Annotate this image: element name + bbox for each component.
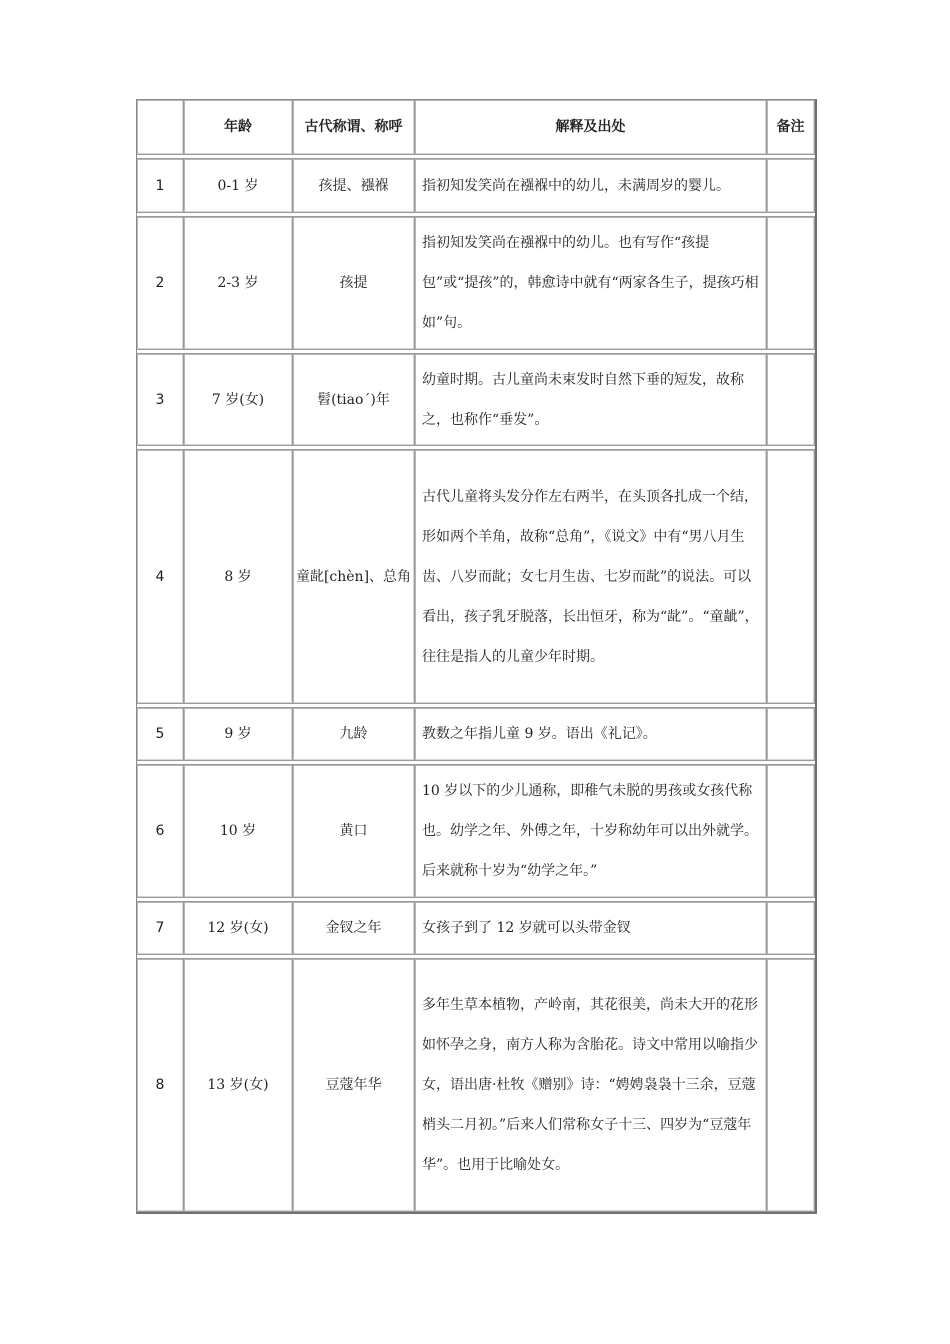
row-title: 金钗之年 — [293, 902, 415, 955]
header-explanation: 解释及出处 — [415, 100, 767, 155]
row-age: 8 岁 — [184, 450, 293, 704]
row-note — [767, 902, 815, 955]
row-age: 7 岁(女) — [184, 354, 293, 446]
row-title: 豆蔻年华 — [293, 959, 415, 1212]
row-age: 9 岁 — [184, 708, 293, 761]
row-explanation: 女孩子到了 12 岁就可以头带金钗 — [415, 902, 767, 955]
row-age: 12 岁(女) — [184, 902, 293, 955]
row-explanation: 多年生草本植物，产岭南，其花很美，尚未大开的花形如怀孕之身，南方人称为含胎花。诗文中常用以喻指少女，语出唐·杜牧《赠别》诗：“娉娉袅袅十三余，豆蔻梢头二月初。”后来人们常称女子十三、四岁为“豆蔻年华”。也用于比喻处女。 — [415, 959, 767, 1212]
row-explanation: 10 岁以下的少儿通称，即稚气未脱的男孩或女孩代称也。幼学之年、外傅之年，十岁称幼年可以出外就学。后来就称十岁为“幼学之年。” — [415, 765, 767, 898]
row-index: 5 — [137, 708, 184, 761]
row-index: 2 — [137, 217, 184, 350]
row-index: 7 — [137, 902, 184, 955]
header-index — [137, 100, 184, 155]
table-row — [137, 450, 815, 704]
row-title: 孩提、襁褓 — [293, 159, 415, 213]
row-explanation: 古代儿童将头发分作左右两半，在头顶各扎成一个结，形如两个羊角，故称“总角”，《说文》中有“男八月生齿、八岁而龀；女七月生齿、七岁而龀”的说法。可以看出，孩子乳牙脱落，长出恒牙，称为“龀”。“童龇”，往往是指人的儿童少年时期。 — [415, 450, 767, 704]
row-note — [767, 354, 815, 446]
row-age: 13 岁(女) — [184, 959, 293, 1212]
header-title: 古代称谓、称呼 — [293, 100, 415, 155]
header-note: 备注 — [767, 100, 815, 155]
table-row — [137, 354, 815, 446]
header-age: 年龄 — [184, 100, 293, 155]
row-age: 0-1 岁 — [184, 159, 293, 213]
row-title: 黄口 — [293, 765, 415, 898]
ancient-age-titles-table — [136, 99, 817, 1214]
row-title: 九龄 — [293, 708, 415, 761]
row-note — [767, 959, 815, 1212]
row-title: 孩提 — [293, 217, 415, 350]
row-index: 8 — [137, 959, 184, 1212]
row-note — [767, 159, 815, 213]
row-index: 4 — [137, 450, 184, 704]
row-note — [767, 765, 815, 898]
row-title: 童龀[chèn]、总角 — [293, 450, 415, 704]
row-age: 10 岁 — [184, 765, 293, 898]
row-index: 6 — [137, 765, 184, 898]
table-row — [137, 217, 815, 350]
row-index: 3 — [137, 354, 184, 446]
row-note — [767, 217, 815, 350]
table-row — [137, 959, 815, 1212]
row-index: 1 — [137, 159, 184, 213]
row-explanation: 指初知发笑尚在襁褓中的幼儿，未满周岁的婴儿。 — [415, 159, 767, 213]
table-row — [137, 765, 815, 898]
row-explanation: 幼童时期。古儿童尚未束发时自然下垂的短发，故称之，也称作“垂发”。 — [415, 354, 767, 446]
table-row — [137, 159, 815, 213]
row-explanation: 指初知发笑尚在襁褓中的幼儿。也有写作“孩提包”或“提孩”的，韩愈诗中就有“两家各生子，提孩巧相如”句。 — [415, 217, 767, 350]
row-title: 髫(tiao´)年 — [293, 354, 415, 446]
row-age: 2-3 岁 — [184, 217, 293, 350]
table-header-row — [137, 100, 815, 155]
table-row — [137, 708, 815, 761]
row-explanation: 教数之年指儿童 9 岁。语出《礼记》。 — [415, 708, 767, 761]
row-note — [767, 450, 815, 704]
table-row — [137, 902, 815, 955]
row-note — [767, 708, 815, 761]
